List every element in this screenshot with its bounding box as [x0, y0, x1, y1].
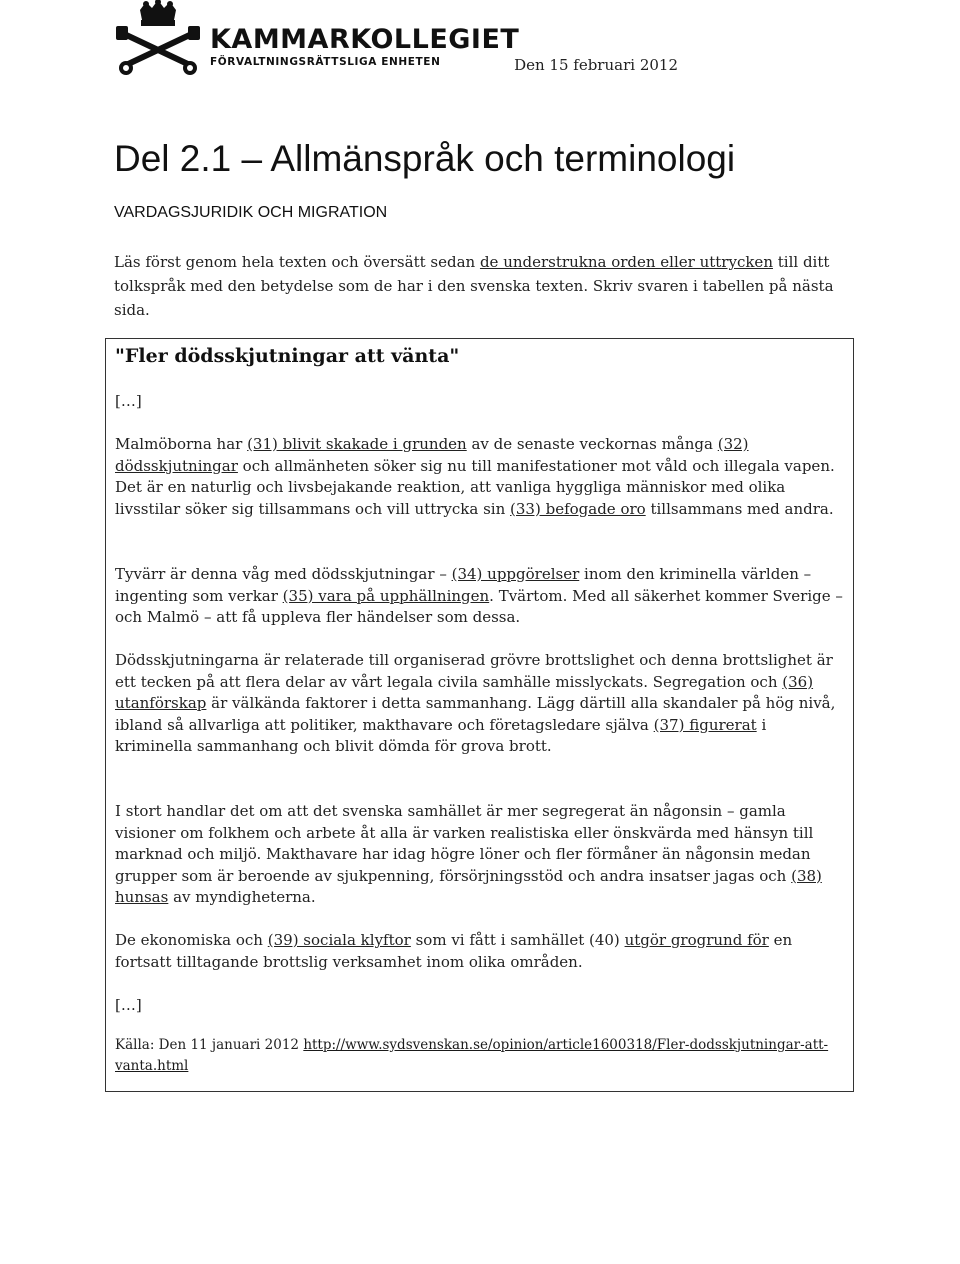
article-paragraph-1: Malmöborna har (31) blivit skakade i grunden av de senaste veckornas många (32) dödsskjutningar och allmänheten söker sig nu till manifestationer mot våld och illegala vapen. Det är en naturlig och livsbejakande reaktion, att vanliga hyggliga människor med olika livsstilar söker sig tillsammans och vill uttrycka sin (33) befogade oro tillsammans med andra. — [115, 435, 835, 518]
kammarkollegiet-logo — [112, 0, 520, 78]
instructions-text-a: Läs först genom hela texten och översätt sedan — [114, 253, 480, 271]
term-35: (35) vara på upphällningen — [282, 586, 490, 605]
term-39: (39) sociala klyftor — [267, 931, 411, 949]
source-link[interactable]: http://www.sydsvenskan.se/opinion/article1600318/Fler-dodsskjutningar-att-vanta.html — [115, 1037, 829, 1074]
instructions — [114, 250, 834, 322]
article-paragraph-5: De ekonomiska och (39) sociala klyftor som vi fått i samhället (40) utgör grogrund för en fortsatt tilltagande brottslig verksamhet inom olika områden. — [115, 931, 793, 971]
source-line — [115, 1035, 843, 1077]
ellipsis-top: […] — [115, 392, 142, 410]
instructions-text-b: till ditt tolkspråk med den betydelse som de har i den svenska texten. Skriv svaren i tabellen på nästa sida. — [114, 253, 834, 319]
source-label: Källa: Den 11 januari 2012 — [115, 1037, 304, 1053]
term-40: utgör grogrund för — [624, 931, 769, 949]
page-title: Del 2.1 – Allmänspråk och terminologi — [114, 138, 736, 179]
document-date: Den 15 februari 2012 — [514, 56, 678, 74]
article-paragraph-4: I stort handlar det om att det svenska samhället är mer segregerat än någonsin – gamla visioner om folkhem och arbete åt alla är varken realistiska eller önskvärda med hänsyn till marknad och miljö. Makthavare har idag högre löner och fler förmåner än någonsin medan grupper som är beroende av sjukpenning, försörjningsstöd och andra insatser jagas och (38) hunsas av myndigheterna. — [115, 802, 822, 906]
page-subtitle: VARDAGSJURIDIK OCH MIGRATION — [114, 204, 388, 221]
article-paragraph-3: Dödsskjutningarna är relaterade till organiserad grövre brottslighet och denna brottslighet är ett tecken på att flera delar av vårt legala civila samhälle misslyckats. Segregation och (36) utanförskap är välkända faktorer i detta sammanhang. Lägg därtill alla skandaler på hög nivå, ibland så allvarliga att politiker, makthavare och företagsledare själva (37) figurerat i kriminella sammanhang och blivit dömda för grova brott. — [115, 651, 836, 755]
logo-name: KAMMARKOLLEGIET — [210, 24, 520, 55]
article-box — [105, 338, 854, 1092]
article-title: "Fler dödsskjutningar att vänta" — [115, 345, 460, 367]
article-paragraph-2: Tyvärr är denna våg med dödsskjutningar – (34) uppgörelser inom den kriminella världen – ingenting som verkar (35) vara på upphällningen. Tvärtom. Med all säkerhet kommer Sverige – och Malmö – att få uppleva fler händelser som dessa. — [115, 565, 843, 626]
term-36: (36) utanförskap — [115, 672, 814, 712]
ellipsis-bottom: […] — [115, 996, 142, 1014]
logo-subtitle: FÖRVALTNINGSRÄTTSLIGA ENHETEN — [210, 56, 441, 68]
instructions-underlined: de understrukna orden eller uttrycken — [479, 253, 773, 271]
term-33: (33) befogade oro — [510, 499, 646, 518]
crown-keys-emblem-icon — [112, 0, 204, 76]
term-31: (31) blivit skakade i grunden — [247, 435, 467, 453]
term-32: (32) dödsskjutningar — [115, 435, 749, 475]
term-37: (37) figurerat — [653, 715, 757, 734]
term-34: (34) uppgörelser — [451, 565, 580, 583]
term-38: (38) hunsas — [115, 866, 822, 906]
